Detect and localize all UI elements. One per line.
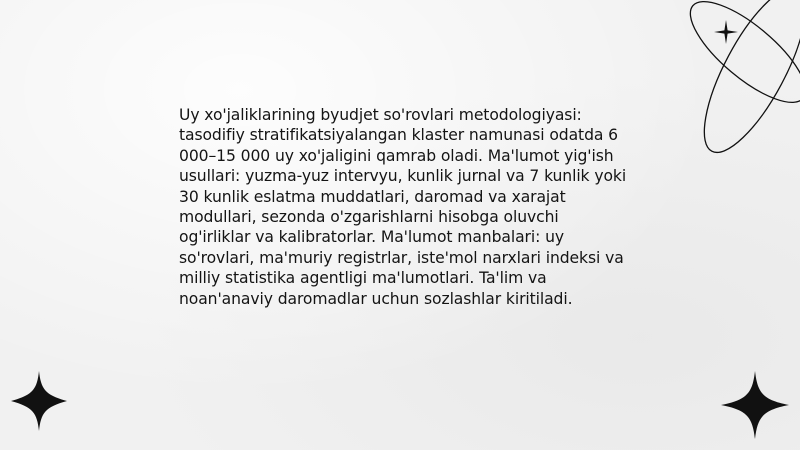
orbit-sparkle-icon — [660, 0, 800, 160]
four-point-star-icon — [11, 371, 67, 431]
methodology-paragraph: Uy xo'jaliklarining byudjet so'rovlari metodologiyasi: tasodifiy stratifikatsiyalangan klaster namunasi odatda 6 000–15 000 uy xo'jaligini qamrab oladi. Ma'lumot yig'ish usullari: yuzma-yuz intervyu, kunlik jurnal va 7 kunlik yoki 30 kunlik eslatma muddatlari, daromad va xarajat modullari, sezonda o'zgarishlarni hisobga oluvchi og'irliklar va kalibratorlar. Ma'lumot manbalari: uy so'rovlari, ma'muriy registrlar, iste'mol narxlari indeksi va milliy statistika agentligi ma'lumotlari. Ta'lim va noan'anaviy daromadlar uchun sozlashlar kiritiladi. — [179, 106, 627, 308]
four-point-star-icon — [721, 371, 789, 439]
